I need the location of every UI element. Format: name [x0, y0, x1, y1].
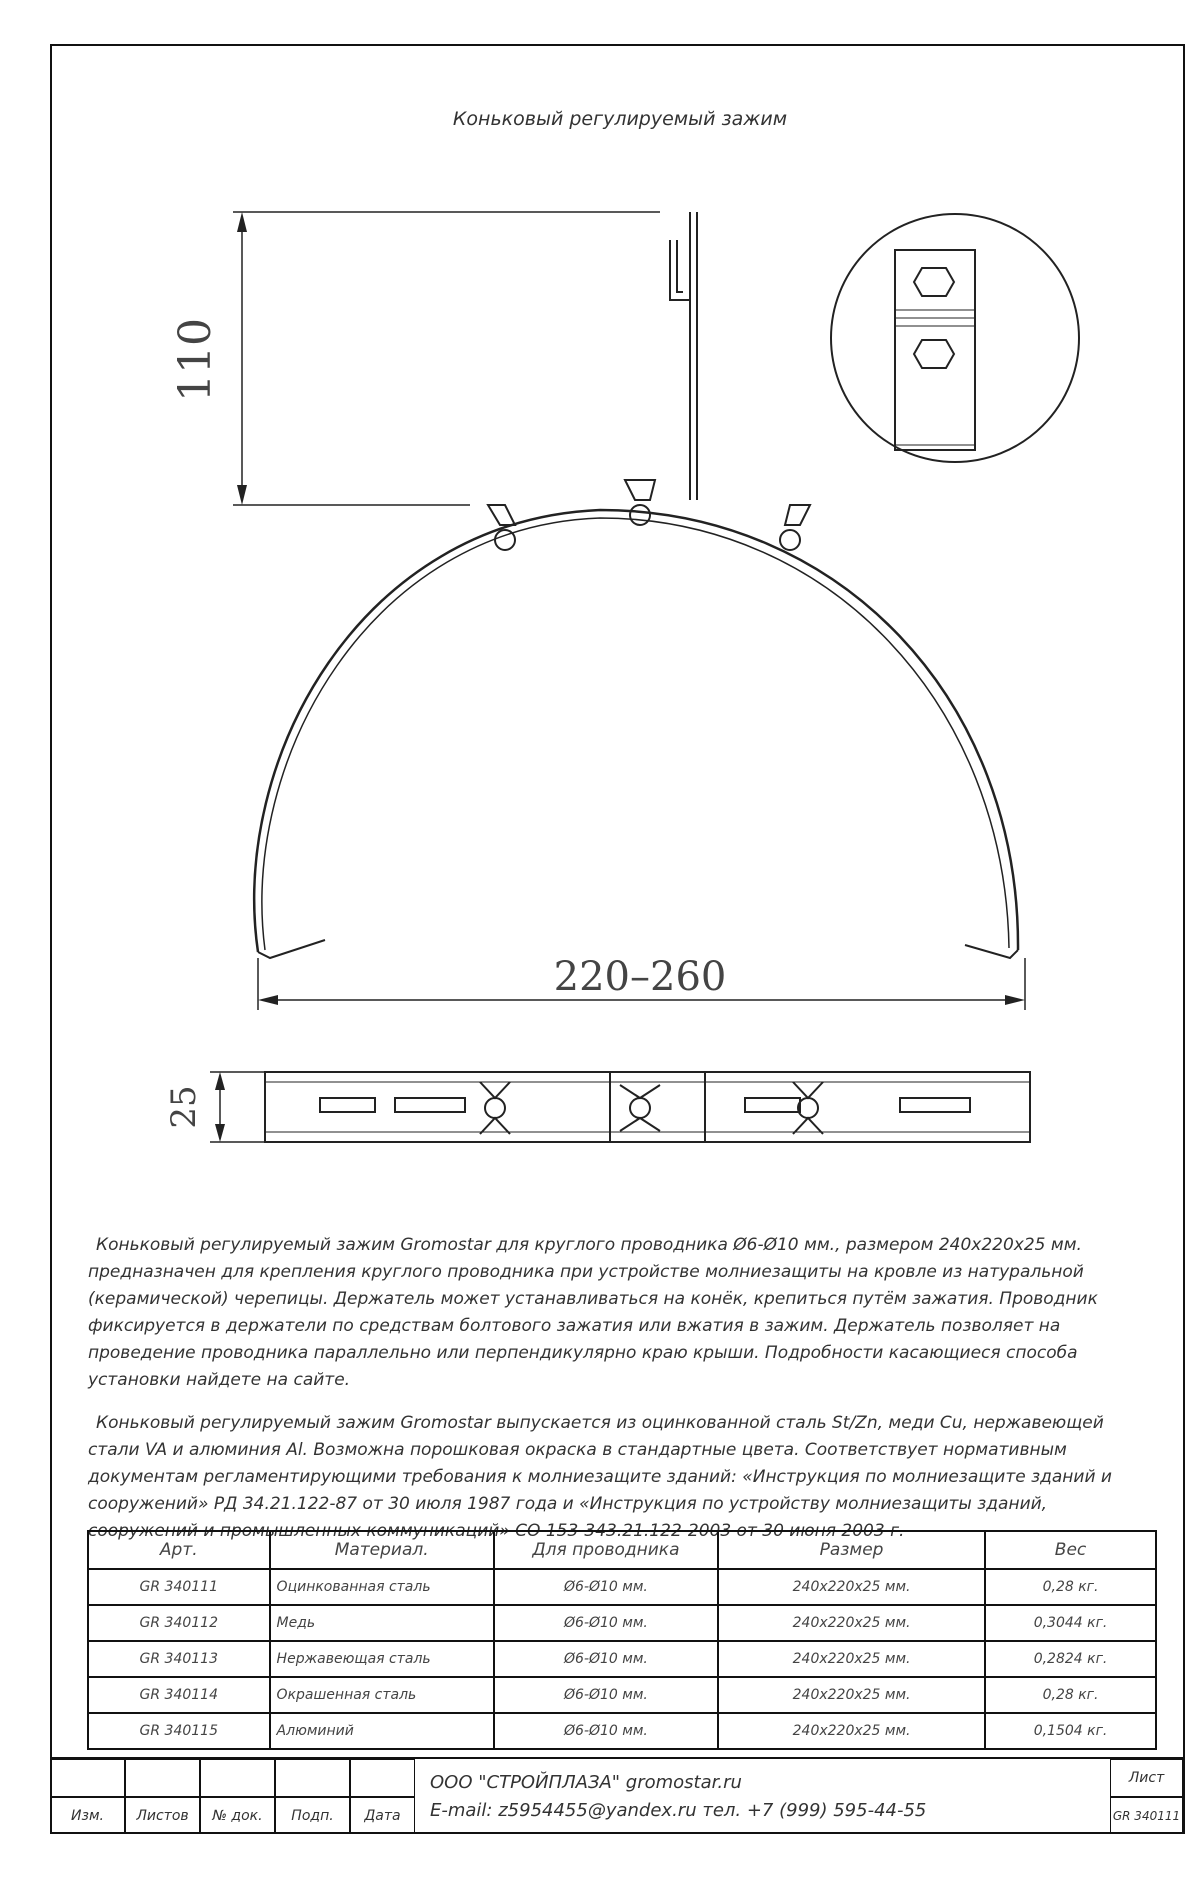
table-cell: Ø6-Ø10 мм.	[494, 1569, 718, 1605]
holder-post	[690, 212, 697, 500]
table-cell: GR 340115	[88, 1713, 270, 1749]
table-row	[88, 1569, 1156, 1605]
table-cell: Окрашенная сталь	[270, 1677, 494, 1713]
strap-slot	[320, 1098, 375, 1112]
sheet-code: GR 340111	[1110, 1797, 1183, 1834]
clamp-arc	[254, 510, 1018, 952]
title-block-label: Изм.	[50, 1797, 125, 1834]
table-cell: Ø6-Ø10 мм.	[494, 1713, 718, 1749]
drawing-title: Коньковый регулируемый зажим	[452, 108, 788, 130]
table-cell: Ø6-Ø10 мм.	[494, 1605, 718, 1641]
strap-slot	[395, 1098, 465, 1112]
title-block-cell	[200, 1759, 275, 1797]
table-cell: 0,28 кг.	[985, 1569, 1156, 1605]
spec-table	[87, 1530, 1157, 1750]
table-cell: Медь	[270, 1605, 494, 1641]
table-row	[88, 1641, 1156, 1677]
arrow-up-icon	[237, 212, 247, 232]
table-row	[88, 1713, 1156, 1749]
wing-nut-icon	[620, 1085, 660, 1131]
title-block-cell	[275, 1759, 350, 1797]
company-info	[430, 1769, 1130, 1825]
clamp-arc-inner	[262, 518, 1009, 950]
column-header: Арт.	[88, 1531, 270, 1569]
table-cell: GR 340111	[88, 1569, 270, 1605]
column-header: Вес	[985, 1531, 1156, 1569]
table-cell: Нержавеющая сталь	[270, 1641, 494, 1677]
detail-strap-inner	[895, 250, 975, 445]
column-header: Размер	[718, 1531, 985, 1569]
column-header: Для проводника	[494, 1531, 718, 1569]
column-header: Материал.	[270, 1531, 494, 1569]
dimension-width-label: 25	[164, 1085, 204, 1129]
arrow-right-icon	[1005, 995, 1025, 1005]
table-row	[88, 1605, 1156, 1641]
description-paragraph: Коньковый регулируемый зажим Gromostar для круглого проводника Ø6-Ø10 мм., размером 240x220x25 мм. предназначен для крепления круглого проводника при устройстве молниезащиты на кровле из натуральной (керамической) черепицы. Держатель может устанавливаться на конёк, крепиться путём зажатия. Проводник фиксируется в держатели по средствам болтового зажатия или вжатия в зажим. Держатель позволяет на проведение проводника параллельно или перпендикулярно краю крыши. Подробности касающиеся способа установки найдете на сайте.	[88, 1235, 1098, 1390]
table-cell: 240x220x25 мм.	[718, 1641, 985, 1677]
dimension-height-label: 110	[170, 318, 221, 402]
description-paragraph: Коньковый регулируемый зажим Gromostar выпускается из оцинкованной сталь St/Zn, меди Cu, нержавеющей стали VA и алюминия Al. Возможна порошковая окраска в стандартные цвета. Соответствует нормативным документам регламентирующими требования к молниезащите зданий: «Инструкция по молниезащите зданий и сооружений» РД 34.21.122-87 от 30 июля 1987 года и «Инструкция по устройству молниезащиты зданий, сооружений и промышленных коммуникаций» СО 153-343.21.122-2003 от 30 июня 2003 г.	[88, 1413, 1112, 1541]
arrow-down-icon	[215, 1124, 225, 1142]
table-cell: 0,3044 кг.	[985, 1605, 1156, 1641]
arrow-down-icon	[237, 485, 247, 505]
arrow-up-icon	[215, 1072, 225, 1090]
table-cell: Алюминий	[270, 1713, 494, 1749]
company-contact: E-mail: z5954455@yandex.ru тел. +7 (999) 595-44-55	[430, 1800, 927, 1821]
company-name: ООО "СТРОЙПЛАЗА" gromostar.ru	[430, 1772, 742, 1793]
title-block-cell	[350, 1759, 415, 1797]
table-cell: Ø6-Ø10 мм.	[494, 1677, 718, 1713]
title-block-label: № док.	[200, 1797, 275, 1834]
title-block	[50, 1757, 1185, 1834]
detail-strap	[895, 250, 975, 450]
wing-nut-icon	[780, 505, 810, 550]
table-cell: 0,28 кг.	[985, 1677, 1156, 1713]
strap-slot	[745, 1098, 800, 1112]
strap-slot	[900, 1098, 970, 1112]
holder-hook	[670, 240, 690, 300]
clamp-end-right	[965, 945, 1018, 958]
table-cell: 240x220x25 мм.	[718, 1713, 985, 1749]
table-cell: 240x220x25 мм.	[718, 1569, 985, 1605]
sheet-label: Лист	[1110, 1759, 1183, 1797]
table-cell: GR 340113	[88, 1641, 270, 1677]
table-header-row	[88, 1531, 1156, 1569]
table-cell: 0,1504 кг.	[985, 1713, 1156, 1749]
table-row	[88, 1677, 1156, 1713]
title-block-label: Листов	[125, 1797, 200, 1834]
table-cell: GR 340114	[88, 1677, 270, 1713]
clamp-end-left	[258, 940, 325, 958]
detail-circle	[831, 214, 1079, 462]
bolt-head-icon	[914, 340, 954, 368]
title-block-cell	[50, 1759, 125, 1797]
table-cell: Оцинкованная сталь	[270, 1569, 494, 1605]
wing-nut-icon	[625, 480, 655, 525]
table-cell: 240x220x25 мм.	[718, 1605, 985, 1641]
wing-nut-icon	[793, 1082, 823, 1134]
table-cell: GR 340112	[88, 1605, 270, 1641]
wing-nut-icon	[480, 1082, 510, 1134]
table-cell: 240x220x25 мм.	[718, 1677, 985, 1713]
description	[88, 1232, 1148, 1561]
table-cell: Ø6-Ø10 мм.	[494, 1641, 718, 1677]
dimension-span-label: 220–260	[553, 954, 727, 1000]
bolt-head-icon	[914, 268, 954, 296]
title-block-label: Подп.	[275, 1797, 350, 1834]
title-block-cell	[125, 1759, 200, 1797]
title-block-label: Дата	[350, 1797, 415, 1834]
table-cell: 0,2824 кг.	[985, 1641, 1156, 1677]
arrow-left-icon	[258, 995, 278, 1005]
